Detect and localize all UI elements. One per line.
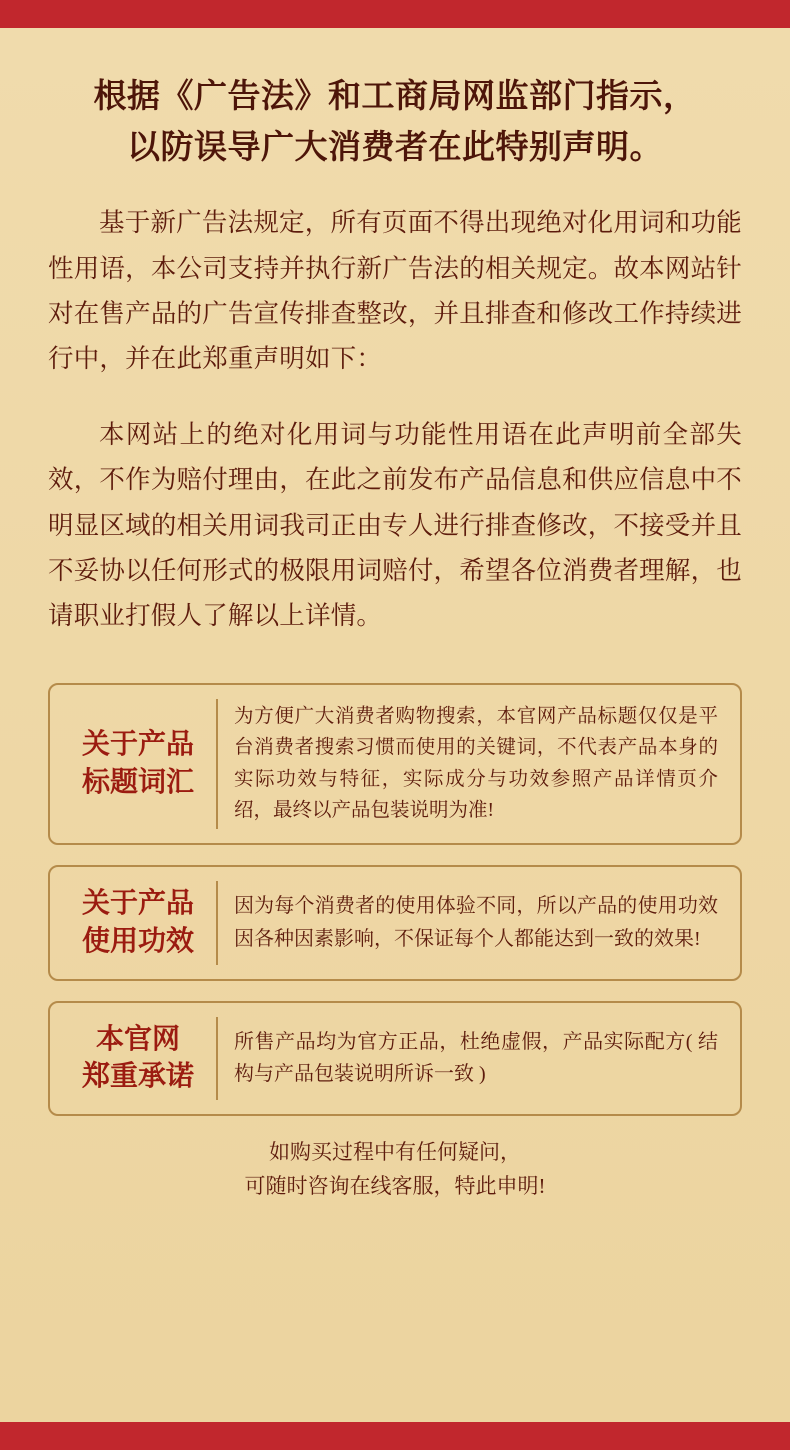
footer-note	[48, 1136, 742, 1203]
page-title-line-2: 以防误导广大消费者在此特别声明。	[127, 130, 663, 167]
card-title-line-1: 关于产品	[81, 729, 194, 761]
intro-paragraph-1: 基于新广告法规定，所有页面不得出现绝对化用词和功能性用语，本公司支持并执行新广告法的相关规定。故本网站针对在售产品的广告宣传排查整改，并且排查和修改工作持续进行中，并在此郑重声明如下：	[48, 208, 742, 374]
card-official-promise	[48, 1001, 742, 1117]
card-title-line-1: 本官网	[95, 1023, 180, 1055]
card-body-product-efficacy: 因为每个消费者的使用体验不同，所以产品的使用功效因各种因素影响，不保证每个人都能达到一致的效果!	[234, 895, 718, 950]
card-title-line-2: 郑重承诺	[81, 1061, 194, 1093]
card-product-efficacy	[48, 865, 742, 981]
card-title-line-1: 关于产品	[81, 887, 194, 919]
footer-line-1: 如购买过程中有任何疑问，	[269, 1140, 521, 1165]
card-title-official-promise	[60, 1017, 218, 1101]
page-title-line-1: 根据《广告法》和工商局网监部门指示，	[93, 79, 697, 115]
statement-card-list	[48, 683, 742, 1117]
card-body-official-promise: 所售产品均为官方正品，杜绝虚假，产品实际配方( 结构与产品包装说明所诉一致 )	[234, 1030, 718, 1086]
intro-paragraph-2: 本网站上的绝对化用词与功能性用语在此声明前全部失效，不作为赔付理由，在此之前发布产品信息和供应信息中不明显区域的相关用词我司正由专人进行排查修改，不接受并且不妥协以任何形式的极限用词赔付，希望各位消费者理解，也请职业打假人了解以上详情。	[48, 419, 742, 631]
card-title-product-title-wording	[60, 699, 218, 829]
footer-line-2: 可随时咨询在线客服，特此申明!	[244, 1173, 546, 1198]
content-panel	[0, 28, 790, 1422]
card-body-product-title-wording: 为方便广大消费者购物搜索，本官网产品标题仅仅是平台消费者搜索习惯而使用的关键词，不代表产品本身的实际功效与特征，实际成分与功效参照产品详情页介绍，最终以产品包装说明为准!	[234, 705, 718, 822]
card-title-line-2: 使用功效	[81, 925, 194, 957]
page-title	[48, 28, 742, 174]
card-title-line-2: 标题词汇	[81, 766, 194, 798]
card-title-product-efficacy	[60, 881, 218, 965]
top-color-band	[0, 0, 790, 28]
card-product-title-wording	[48, 683, 742, 845]
